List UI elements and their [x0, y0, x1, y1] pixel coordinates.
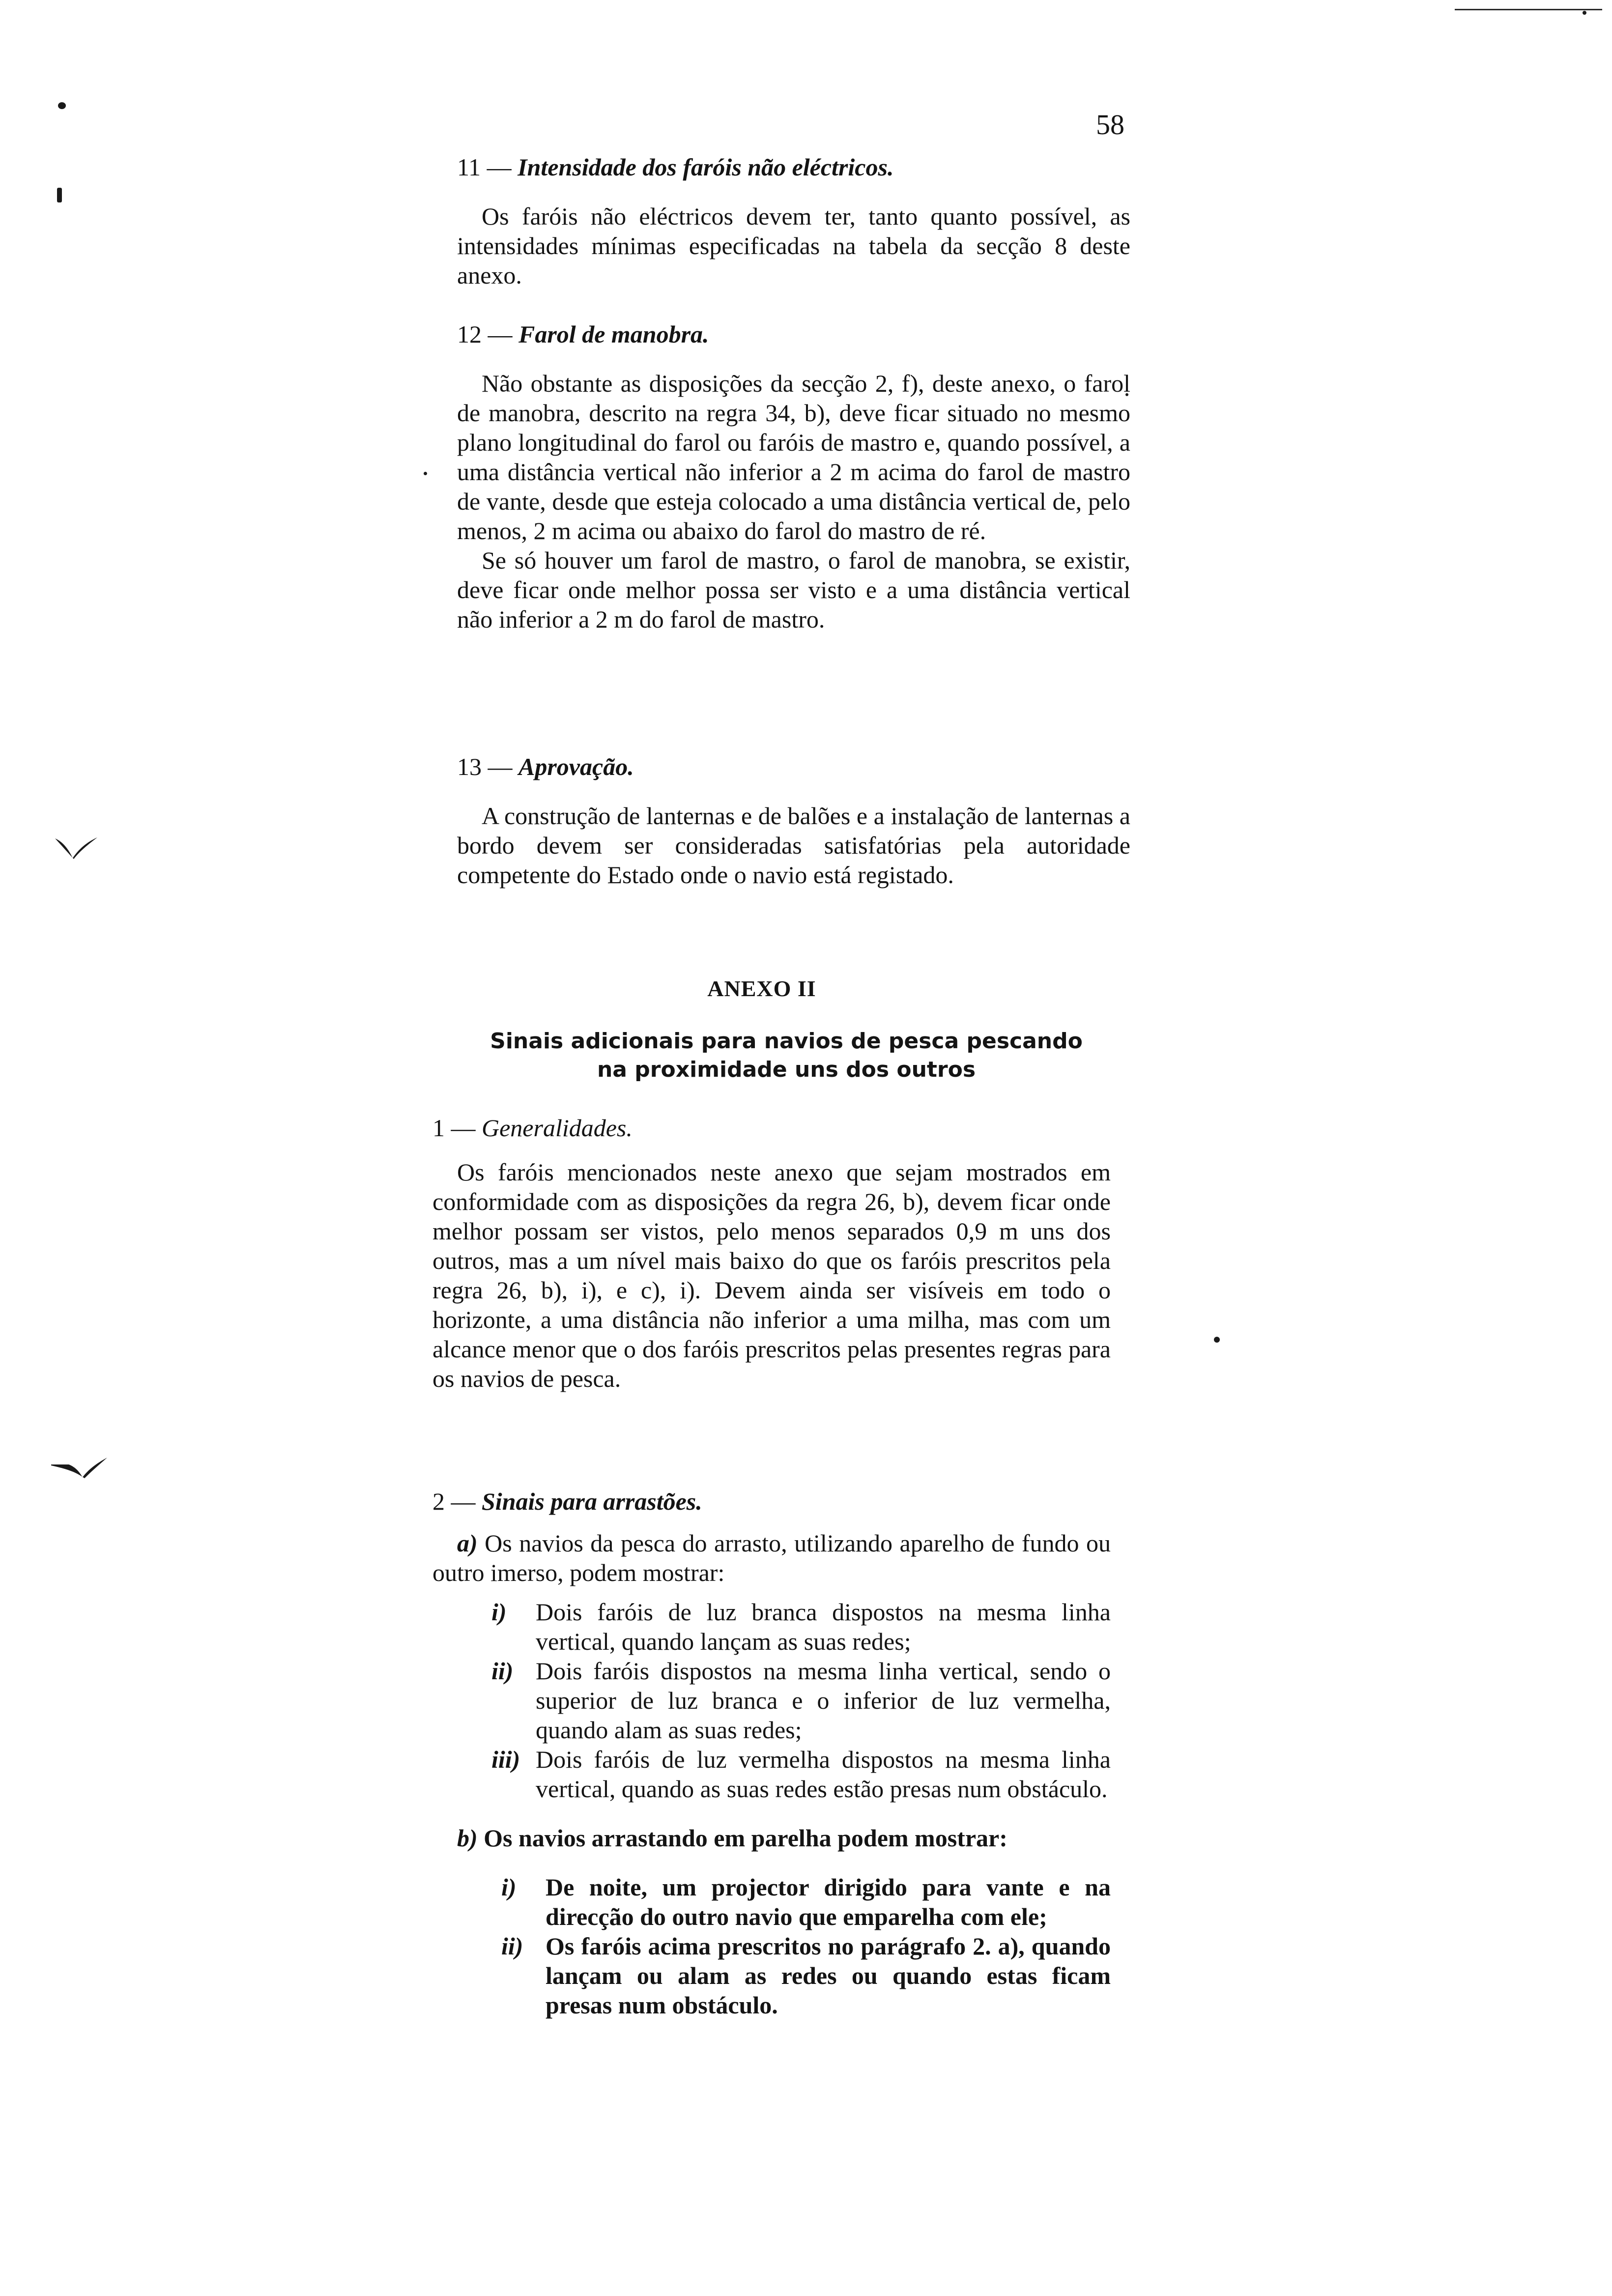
item-label: iii) — [491, 1746, 520, 1773]
section-title: Farol de manobra. — [518, 320, 709, 348]
item-text: Dois faróis de luz vermelha dispostos na mesma linha vertical, quando as suas redes estão presas num obstáculo. — [536, 1746, 1111, 1803]
page-number: 58 — [1096, 109, 1124, 141]
list-item — [491, 1656, 1111, 1745]
section-12 — [457, 319, 1130, 634]
section-title: Intensidade dos faróis não eléctricos. — [518, 153, 894, 181]
paragraph-b — [432, 1823, 1111, 1853]
list-item — [501, 1872, 1111, 1931]
margin-check-mark — [54, 835, 98, 860]
list-b — [501, 1872, 1111, 2020]
annex-section-2 — [432, 1487, 1111, 2020]
list-item — [491, 1597, 1111, 1656]
section-title: Sinais para arrastões. — [482, 1488, 702, 1515]
section-heading — [457, 319, 1130, 349]
margin-check-mark — [49, 1455, 108, 1479]
section-number: 1 — — [432, 1114, 476, 1142]
paragraph: Os faróis mencionados neste anexo que sejam mostrados em conformidade com as disposições da regra 26, b), devem ficar onde melhor possam ser vistos, pelo menos separados 0,9 m uns dos outros, mas a um nível mais baixo do que os faróis prescritos pela regra 26, b), i), e c), i). Devem ainda ser visíveis em todo o horizonte, a uma distância não inferior a uma milha, mas com um alcance menor que o dos faróis prescritos pelas presentes regras para os navios de pesca. — [432, 1158, 1111, 1392]
section-number: 13 — — [457, 753, 513, 780]
item-text: Dois faróis de luz branca dispostos na mesma linha vertical, quando lançam as suas redes; — [536, 1598, 1111, 1655]
section-title: Aprovação. — [518, 753, 634, 780]
section-heading — [457, 752, 1130, 781]
item-label: b) — [457, 1824, 478, 1852]
annex-title: ANEXO II — [707, 976, 816, 1001]
paragraph: Se só houver um farol de mastro, o farol de manobra, se existir, deve ficar onde melhor possa ser visto e a uma distância vertical não inferior a 2 m do farol de mastro. — [457, 546, 1130, 633]
item-label: i) — [501, 1873, 517, 1901]
list-item — [491, 1745, 1111, 1804]
section-number: 12 — — [457, 320, 513, 348]
scan-speck — [57, 188, 62, 202]
section-11 — [457, 152, 1130, 290]
item-label: a) — [457, 1529, 478, 1557]
item-text: Dois faróis dispostos na mesma linha vertical, sendo o superior de luz branca e o inferior de luz vermelha, quando alam as suas redes; — [536, 1657, 1111, 1744]
scan-speck — [1583, 11, 1586, 15]
scan-speck — [424, 472, 427, 475]
section-title: Generalidades. — [482, 1114, 633, 1142]
item-label: ii) — [491, 1657, 514, 1685]
paragraph: Os faróis não eléctricos devem ter, tanto quanto possível, as intensidades mínimas especificadas na tabela da secção 8 deste anexo. — [457, 202, 1130, 289]
item-label: ii) — [501, 1932, 523, 1960]
section-number: 2 — — [432, 1488, 476, 1515]
paragraph: Não obstante as disposições da secção 2, f), deste anexo, o farol de manobra, descrito na regra 34, b), deve ficar situado no mesmo plano longitudinal do farol ou faróis de mastro e, quando possível, a uma distância vertical não inferior a 2 m acima do farol de mastro de vante, desde que esteja colocado a uma distância vertical de, pelo menos, 2 m acima ou abaixo do farol do mastro de ré. — [457, 370, 1130, 545]
list-a — [491, 1597, 1111, 1804]
annex-subtitle-line: Sinais adicionais para navios de pesca pescando — [490, 1029, 1083, 1054]
section-13 — [457, 752, 1130, 890]
annex-subtitle — [482, 1027, 1091, 1084]
item-text: Os navios da pesca do arrasto, utilizando aparelho de fundo ou outro imerso, podem mostrar: — [432, 1529, 1111, 1586]
annex-subtitle-line: na proximidade uns dos outros — [597, 1057, 976, 1082]
paragraph: A construção de lanternas e de balões e a instalação de lanternas a bordo devem ser consideradas satisfatórias pela autoridade competente do Estado onde o navio está registado. — [457, 802, 1130, 889]
scan-speck — [1214, 1337, 1220, 1343]
section-heading — [457, 152, 1130, 182]
section-number: 11 — — [457, 153, 512, 181]
annex-section-1 — [432, 1113, 1111, 1393]
item-label: i) — [491, 1598, 507, 1626]
section-heading — [432, 1113, 1111, 1143]
item-text: De noite, um projector dirigido para vante e na direcção do outro navio que emparelha com ele; — [546, 1873, 1111, 1930]
item-text: Os faróis acima prescritos no parágrafo 2. a), quando lançam ou alam as redes ou quando estas ficam presas num obstáculo. — [546, 1932, 1111, 2019]
list-item — [501, 1931, 1111, 2020]
item-text: Os navios arrastando em parelha podem mostrar: — [484, 1824, 1008, 1852]
section-heading — [432, 1487, 1111, 1516]
scan-speck — [58, 102, 66, 109]
page-edge-line — [1455, 9, 1602, 10]
paragraph-a — [432, 1528, 1111, 1587]
